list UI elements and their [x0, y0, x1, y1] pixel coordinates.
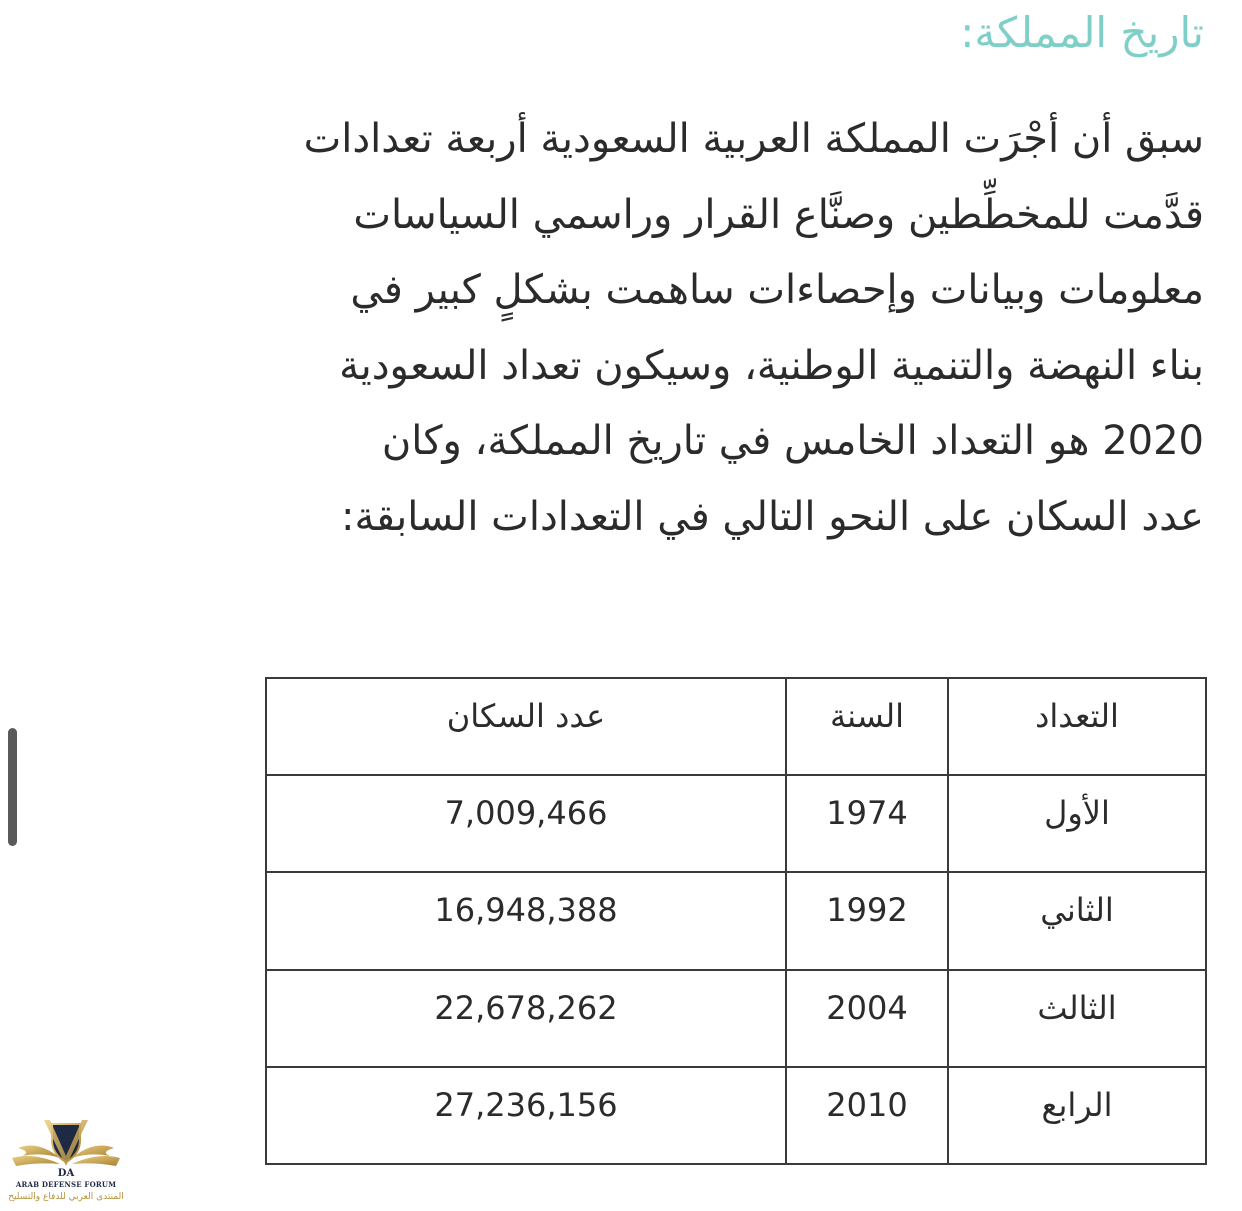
header-population: عدد السكان	[266, 678, 786, 775]
census-table	[265, 677, 1207, 1165]
logo-english-name: ARAB DEFENSE FORUM	[15, 1180, 117, 1189]
cell-year: 1974	[786, 775, 948, 872]
header-census: التعداد	[948, 678, 1206, 775]
table-row	[266, 775, 1206, 872]
cell-population: 16,948,388	[266, 872, 786, 969]
cell-census: الثاني	[948, 872, 1206, 969]
header-year: السنة	[786, 678, 948, 775]
table-row	[266, 970, 1206, 1067]
cell-census: الثالث	[948, 970, 1206, 1067]
paragraph-line: عدد السكان على النحو التالي في التعدادات السابقة:	[341, 493, 1204, 540]
cell-census: الرابع	[948, 1067, 1206, 1164]
paragraph-line: 2020 هو التعداد الخامس في تاريخ المملكة، وكان	[381, 418, 1204, 464]
table-row	[266, 1067, 1206, 1164]
cell-year: 1992	[786, 872, 948, 969]
shield-wings-icon	[8, 1118, 124, 1182]
paragraph-line: سبق أن أجْرَت المملكة العربية السعودية أربعة تعدادات	[303, 116, 1204, 162]
census-table-container	[265, 677, 1205, 1165]
cell-census: الأول	[948, 775, 1206, 872]
page-title: تاريخ المملكة:	[960, 8, 1204, 57]
forum-watermark-logo	[8, 1118, 124, 1208]
intro-paragraph	[244, 102, 1204, 555]
cell-year: 2010	[786, 1067, 948, 1164]
cell-population: 27,236,156	[266, 1067, 786, 1164]
scrollbar-thumb[interactable]	[8, 728, 17, 846]
cell-year: 2004	[786, 970, 948, 1067]
paragraph-line: معلومات وبيانات وإحصاءات ساهمت بشكلٍ كبير في	[350, 267, 1204, 313]
logo-monogram: DA	[57, 1168, 75, 1179]
table-row	[266, 872, 1206, 969]
logo-arabic-name: المنتدى العربي للدفاع والتسليح	[8, 1192, 124, 1202]
cell-population: 22,678,262	[266, 970, 786, 1067]
paragraph-line: بناء النهضة والتنمية الوطنية، وسيكون تعداد السعودية	[339, 342, 1204, 389]
table-header-row	[266, 678, 1206, 775]
paragraph-line: قدَّمت للمخطِّطين وصنَّاع القرار وراسمي السياسات	[353, 191, 1204, 238]
cell-population: 7,009,466	[266, 775, 786, 872]
